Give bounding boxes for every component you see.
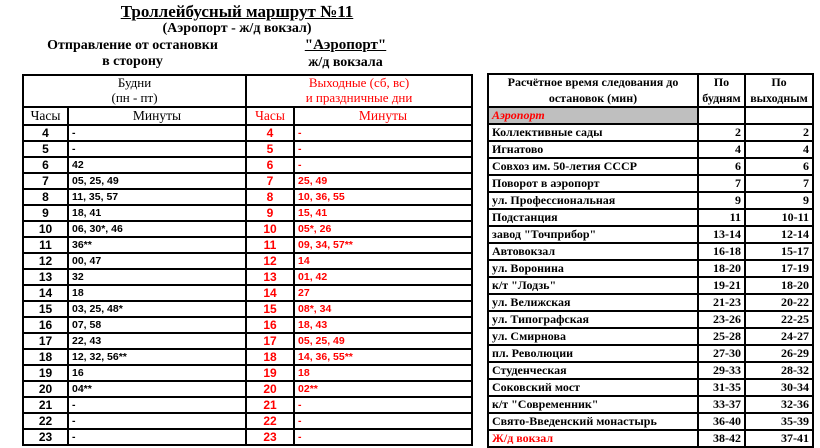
- weekend-hour-cell: 4: [246, 125, 294, 141]
- weekend-hour-cell: 11: [246, 237, 294, 253]
- weekday-time-cell: 4: [698, 141, 745, 158]
- weekday-minutes-cell: 12, 32, 56**: [68, 349, 246, 365]
- stop-name-cell: Соковский мост: [488, 379, 698, 396]
- weekend-time-cell: 35-39: [745, 413, 813, 430]
- schedule-row: [23, 221, 472, 237]
- travel-time-row: [488, 345, 813, 362]
- hour-cell: 21: [23, 397, 68, 413]
- weekend-time-cell: 30-34: [745, 379, 813, 396]
- weekend-time-cell: 37-41: [745, 430, 813, 447]
- stop-name-cell: к/т "Лодзь": [488, 277, 698, 294]
- hour-cell: 7: [23, 173, 68, 189]
- stop-name-cell: ул. Велижская: [488, 294, 698, 311]
- weekend-hour-cell: 13: [246, 269, 294, 285]
- stop-name-cell: ул. Профессиональная: [488, 192, 698, 209]
- weekend-time-cell: 24-27: [745, 328, 813, 345]
- weekday-time-cell: 25-28: [698, 328, 745, 345]
- weekday-minutes-cell: 18, 41: [68, 205, 246, 221]
- hour-cell: 6: [23, 157, 68, 173]
- travel-time-header-row: [488, 74, 813, 107]
- weekend-minutes-column-label: Минуты: [294, 107, 472, 125]
- stop-name-cell: Автовокзал: [488, 243, 698, 260]
- weekday-time-cell: 36-40: [698, 413, 745, 430]
- hours-column-label: Часы: [23, 107, 68, 125]
- weekend-hour-cell: 22: [246, 413, 294, 429]
- weekend-minutes-cell: 08*, 34: [294, 301, 472, 317]
- hour-cell: 17: [23, 333, 68, 349]
- weekend-hour-cell: 8: [246, 189, 294, 205]
- hour-cell: 8: [23, 189, 68, 205]
- travel-time-row: [488, 396, 813, 413]
- schedule-row: [23, 349, 472, 365]
- weekend-hour-cell: 7: [246, 173, 294, 189]
- weekday-time-cell: 33-37: [698, 396, 745, 413]
- weekday-header-cell: По будням: [698, 74, 745, 107]
- hour-cell: 16: [23, 317, 68, 333]
- weekend-minutes-cell: 10, 36, 55: [294, 189, 472, 205]
- weekend-minutes-cell: 01, 42: [294, 269, 472, 285]
- hour-cell: 5: [23, 141, 68, 157]
- weekday-minutes-cell: 18: [68, 285, 246, 301]
- weekend-hour-cell: 10: [246, 221, 294, 237]
- weekday-time-cell: [698, 107, 745, 124]
- page-title: Троллейбусный маршрут №11: [120, 2, 354, 21]
- weekday-time-cell: 23-26: [698, 311, 745, 328]
- weekend-minutes-cell: 15, 41: [294, 205, 472, 221]
- schedule-row: [23, 141, 472, 157]
- weekday-minutes-cell: -: [68, 413, 246, 429]
- weekend-hour-cell: 15: [246, 301, 294, 317]
- direction-heading-line1: "Аэропорт": [304, 37, 387, 53]
- weekend-time-cell: 4: [745, 141, 813, 158]
- weekend-hour-cell: 18: [246, 349, 294, 365]
- schedule-row: [23, 205, 472, 221]
- weekday-minutes-cell: -: [68, 397, 246, 413]
- weekday-minutes-cell: 22, 43: [68, 333, 246, 349]
- weekday-minutes-cell: -: [68, 125, 246, 141]
- weekday-minutes-cell: 06, 30*, 46: [68, 221, 246, 237]
- travel-time-row: [488, 311, 813, 328]
- schedule-row: [23, 157, 472, 173]
- weekend-time-cell: 22-25: [745, 311, 813, 328]
- weekend-time-cell: 10-11: [745, 209, 813, 226]
- weekend-minutes-cell: -: [294, 157, 472, 173]
- stop-name-cell: Игнатово: [488, 141, 698, 158]
- direction-heading-line2: ж/д вокзала: [308, 55, 383, 70]
- minutes-column-label: Минуты: [68, 107, 246, 125]
- weekend-time-cell: 26-29: [745, 345, 813, 362]
- hour-cell: 10: [23, 221, 68, 237]
- stop-name-cell: Аэропорт: [488, 107, 698, 124]
- stops-header-cell: Расчётное время следования до остановок (мин): [488, 74, 698, 107]
- weekday-time-cell: 29-33: [698, 362, 745, 379]
- weekday-header-cell: Будни (пн - пт): [23, 75, 246, 107]
- hour-cell: 11: [23, 237, 68, 253]
- weekend-hour-cell: 23: [246, 429, 294, 445]
- departure-heading-line2: в сторону: [102, 54, 163, 69]
- travel-time-row: [488, 294, 813, 311]
- schedule-row: [23, 269, 472, 285]
- stop-name-cell: Поворот в аэропорт: [488, 175, 698, 192]
- weekday-time-cell: 13-14: [698, 226, 745, 243]
- page-subtitle: (Аэропорт - ж/д вокзал): [162, 21, 312, 36]
- hour-cell: 20: [23, 381, 68, 397]
- weekend-header-cell: По выходным: [745, 74, 813, 107]
- weekday-minutes-cell: 03, 25, 48*: [68, 301, 246, 317]
- hour-cell: 23: [23, 429, 68, 445]
- weekend-hour-cell: 12: [246, 253, 294, 269]
- schedule-row: [23, 365, 472, 381]
- weekday-time-cell: 7: [698, 175, 745, 192]
- weekend-minutes-cell: 18, 43: [294, 317, 472, 333]
- travel-time-row: [488, 328, 813, 345]
- weekend-minutes-cell: 18: [294, 365, 472, 381]
- stop-name-cell: ул. Типографская: [488, 311, 698, 328]
- schedule-header-row-day-types: [23, 75, 472, 107]
- weekend-hour-cell: 9: [246, 205, 294, 221]
- weekend-hour-cell: 17: [246, 333, 294, 349]
- weekend-time-cell: 7: [745, 175, 813, 192]
- weekend-minutes-cell: 05, 25, 49: [294, 333, 472, 349]
- stop-name-cell: пл. Революции: [488, 345, 698, 362]
- schedule-row: [23, 173, 472, 189]
- stop-name-cell: Студенческая: [488, 362, 698, 379]
- travel-time-row: [488, 243, 813, 260]
- weekday-minutes-cell: 36**: [68, 237, 246, 253]
- weekday-minutes-cell: 07, 58: [68, 317, 246, 333]
- weekday-time-cell: 9: [698, 192, 745, 209]
- weekend-time-cell: 17-19: [745, 260, 813, 277]
- weekday-minutes-cell: -: [68, 429, 246, 445]
- weekend-hour-cell: 16: [246, 317, 294, 333]
- hour-cell: 12: [23, 253, 68, 269]
- travel-time-row: [488, 158, 813, 175]
- hour-cell: 13: [23, 269, 68, 285]
- weekend-minutes-cell: -: [294, 397, 472, 413]
- hour-cell: 15: [23, 301, 68, 317]
- stop-name-cell: завод "Точприбор": [488, 226, 698, 243]
- schedule-row: [23, 397, 472, 413]
- weekend-minutes-cell: 09, 34, 57**: [294, 237, 472, 253]
- stop-name-cell: ул. Воронина: [488, 260, 698, 277]
- schedule-row: [23, 381, 472, 397]
- weekend-minutes-cell: 14: [294, 253, 472, 269]
- weekday-time-cell: 31-35: [698, 379, 745, 396]
- stop-name-cell: Совхоз им. 50-летия СССР: [488, 158, 698, 175]
- weekday-minutes-cell: 32: [68, 269, 246, 285]
- weekend-time-cell: 20-22: [745, 294, 813, 311]
- weekday-minutes-cell: -: [68, 141, 246, 157]
- travel-time-row: [488, 277, 813, 294]
- travel-time-row: [488, 209, 813, 226]
- weekend-hour-cell: 19: [246, 365, 294, 381]
- weekend-hours-column-label: Часы: [246, 107, 294, 125]
- weekend-minutes-cell: 05*, 26: [294, 221, 472, 237]
- weekend-minutes-cell: -: [294, 429, 472, 445]
- hour-cell: 18: [23, 349, 68, 365]
- schedule-row: [23, 189, 472, 205]
- weekday-time-cell: 2: [698, 124, 745, 141]
- weekday-time-cell: 6: [698, 158, 745, 175]
- schedule-row: [23, 237, 472, 253]
- weekend-time-cell: 12-14: [745, 226, 813, 243]
- weekend-time-cell: [745, 107, 813, 124]
- schedule-row: [23, 301, 472, 317]
- schedule-row: [23, 317, 472, 333]
- travel-time-row: [488, 192, 813, 209]
- weekday-minutes-cell: 16: [68, 365, 246, 381]
- weekday-time-cell: 18-20: [698, 260, 745, 277]
- hour-cell: 14: [23, 285, 68, 301]
- weekend-header-cell: Выходные (сб, вс) и праздничные дни: [246, 75, 472, 107]
- weekend-time-cell: 6: [745, 158, 813, 175]
- weekend-time-cell: 32-36: [745, 396, 813, 413]
- weekend-hour-cell: 20: [246, 381, 294, 397]
- travel-time-row: [488, 362, 813, 379]
- schedule-header-row-columns: [23, 107, 472, 125]
- weekend-minutes-cell: -: [294, 125, 472, 141]
- schedule-row: [23, 285, 472, 301]
- departure-heading-line1: Отправление от остановки: [47, 38, 218, 53]
- weekend-minutes-cell: 25, 49: [294, 173, 472, 189]
- weekday-time-cell: 11: [698, 209, 745, 226]
- travel-time-row: [488, 379, 813, 396]
- travel-time-row: [488, 260, 813, 277]
- hour-cell: 22: [23, 413, 68, 429]
- travel-time-row-terminus-start: [488, 107, 813, 124]
- weekday-minutes-cell: 04**: [68, 381, 246, 397]
- weekend-minutes-cell: 27: [294, 285, 472, 301]
- weekend-hour-cell: 5: [246, 141, 294, 157]
- weekday-time-cell: 19-21: [698, 277, 745, 294]
- hour-cell: 19: [23, 365, 68, 381]
- weekend-time-cell: 15-17: [745, 243, 813, 260]
- travel-time-row-terminus-end: [488, 430, 813, 447]
- hour-cell: 9: [23, 205, 68, 221]
- weekend-minutes-cell: -: [294, 141, 472, 157]
- weekday-time-cell: 38-42: [698, 430, 745, 447]
- stop-name-cell: Свято-Введенский монастырь: [488, 413, 698, 430]
- departure-schedule-table: [22, 74, 473, 446]
- weekday-minutes-cell: 11, 35, 57: [68, 189, 246, 205]
- weekend-hour-cell: 14: [246, 285, 294, 301]
- schedule-row: [23, 125, 472, 141]
- schedule-row: [23, 413, 472, 429]
- weekday-minutes-cell: 00, 47: [68, 253, 246, 269]
- weekend-time-cell: 18-20: [745, 277, 813, 294]
- weekday-time-cell: 27-30: [698, 345, 745, 362]
- stop-name-cell: Ж/д вокзал: [488, 430, 698, 447]
- stop-name-cell: Подстанция: [488, 209, 698, 226]
- travel-time-row: [488, 141, 813, 158]
- weekend-hour-cell: 6: [246, 157, 294, 173]
- weekday-time-cell: 21-23: [698, 294, 745, 311]
- weekday-time-cell: 16-18: [698, 243, 745, 260]
- schedule-row: [23, 253, 472, 269]
- stop-name-cell: Коллективные сады: [488, 124, 698, 141]
- weekday-minutes-cell: 05, 25, 49: [68, 173, 246, 189]
- weekend-time-cell: 28-32: [745, 362, 813, 379]
- travel-time-table: [487, 73, 814, 448]
- travel-time-row: [488, 124, 813, 141]
- schedule-row: [23, 333, 472, 349]
- schedule-row: [23, 429, 472, 445]
- stop-name-cell: ул. Смирнова: [488, 328, 698, 345]
- travel-time-row: [488, 226, 813, 243]
- weekday-minutes-cell: 42: [68, 157, 246, 173]
- travel-time-row: [488, 413, 813, 430]
- weekend-minutes-cell: 14, 36, 55**: [294, 349, 472, 365]
- hour-cell: 4: [23, 125, 68, 141]
- travel-time-row: [488, 175, 813, 192]
- weekend-hour-cell: 21: [246, 397, 294, 413]
- weekend-minutes-cell: -: [294, 413, 472, 429]
- weekend-minutes-cell: 02**: [294, 381, 472, 397]
- weekend-time-cell: 2: [745, 124, 813, 141]
- stop-name-cell: к/т "Современник": [488, 396, 698, 413]
- weekend-time-cell: 9: [745, 192, 813, 209]
